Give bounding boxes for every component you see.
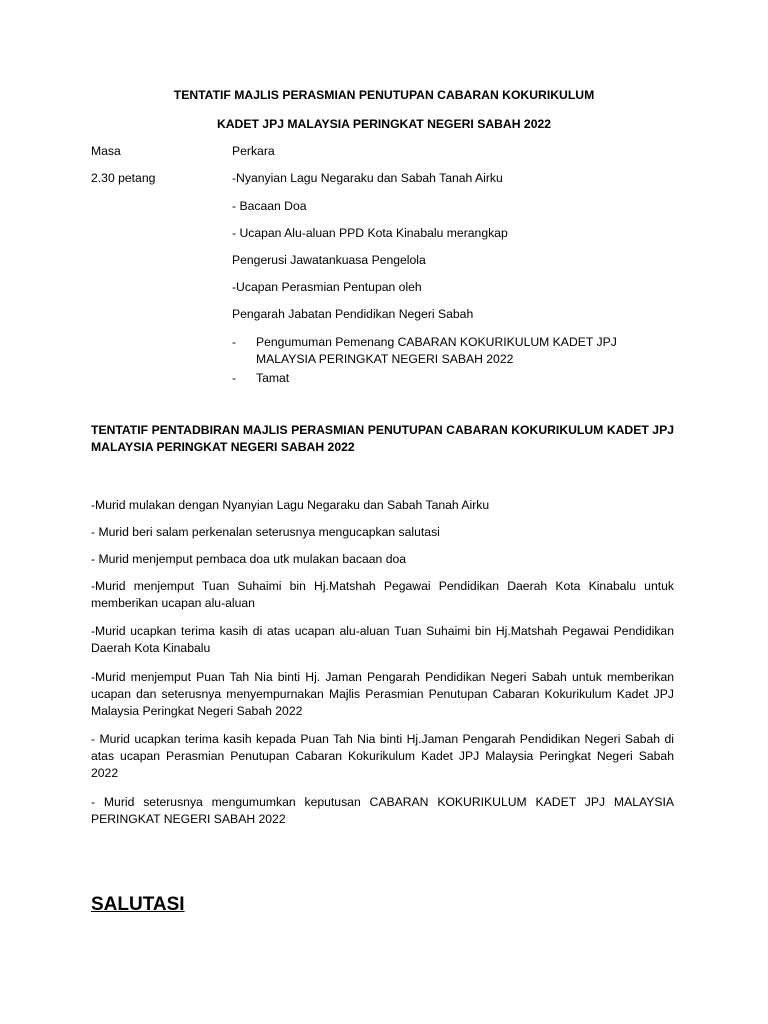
schedule-item: -Nyanyian Lagu Negaraku dan Sabah Tanah Airku [232, 171, 503, 185]
schedule-item: Pengarah Jabatan Pendidikan Negeri Sabah [232, 307, 474, 321]
salutasi-heading: SALUTASI [91, 894, 185, 915]
paragraph: - Murid ucapkan terima kasih kepada Puan Tah Nia binti Hj.Jaman Pengarah Pendidikan Negeri Sabah di atas ucapan Perasmian Penutupan Cabaran Kokurikulum Kadet JPJ Malaysia Peringkat Negeri Sabah 2022 [91, 732, 674, 780]
paragraph: -Murid ucapkan terima kasih di atas ucapan alu-aluan Tuan Suhaimi bin Hj.Matshah Pegawai Pendidikan Daerah Kota Kinabalu [91, 624, 674, 655]
paragraph: - Murid beri salam perkenalan seterusnya mengucapkan salutasi [91, 525, 440, 539]
column-header-item: Perkara [232, 144, 275, 158]
paragraph: -Murid menjemput Puan Tah Nia binti Hj. Jaman Pengarah Pendidikan Negeri Sabah untuk memberikan ucapan dan seterusnya menyempurnakan Majlis Perasmian Penutupan Cabaran Kokurikulum Kadet JPJ Malaysia Peringkat Negeri Sabah 2022 [91, 670, 674, 718]
title-line-2: KADET JPJ MALAYSIA PERINGKAT NEGERI SABAH 2022 [216, 117, 552, 131]
schedule-time: 2.30 petang [91, 171, 156, 185]
schedule-bullet-item: Pengumuman Pemenang CABARAN KOKURIKULUM KADET JPJ [256, 335, 617, 349]
paragraph: -Murid menjemput Tuan Suhaimi bin Hj.Matshah Pegawai Pendidikan Daerah Kota Kinabalu untuk memberikan ucapan alu-aluan [91, 579, 674, 610]
list-bullet: - [232, 335, 237, 349]
paragraph: - Murid seterusnya mengumumkan keputusan CABARAN KOKURIKULUM KADET JPJ MALAYSIA PERINGKAT NEGERI SABAH 2022 [91, 795, 674, 826]
schedule-item: -Ucapan Perasmian Pentupan oleh [232, 280, 422, 294]
section-heading: TENTATIF PENTADBIRAN MAJLIS PERASMIAN PENUTUPAN CABARAN KOKURIKULUM KADET JPJ MALAYSIA PERINGKAT NEGERI SABAH 2022 [91, 423, 674, 454]
schedule-bullet-item-continued: MALAYSIA PERINGKAT NEGERI SABAH 2022 [256, 352, 514, 366]
schedule-item: Pengerusi Jawatankuasa Pengelola [232, 253, 426, 267]
schedule-item: - Bacaan Doa [232, 199, 307, 213]
list-bullet: - [232, 371, 237, 385]
paragraph: - Murid menjemput pembaca doa utk mulakan bacaan doa [91, 552, 407, 566]
schedule-bullet-item: Tamat [256, 371, 290, 385]
title-line-1: TENTATIF MAJLIS PERASMIAN PENUTUPAN CABARAN KOKURIKULUM [173, 88, 595, 102]
paragraph: -Murid mulakan dengan Nyanyian Lagu Negaraku dan Sabah Tanah Airku [91, 498, 490, 512]
schedule-item: - Ucapan Alu-aluan PPD Kota Kinabalu merangkap [232, 226, 508, 240]
column-header-time: Masa [91, 144, 121, 158]
